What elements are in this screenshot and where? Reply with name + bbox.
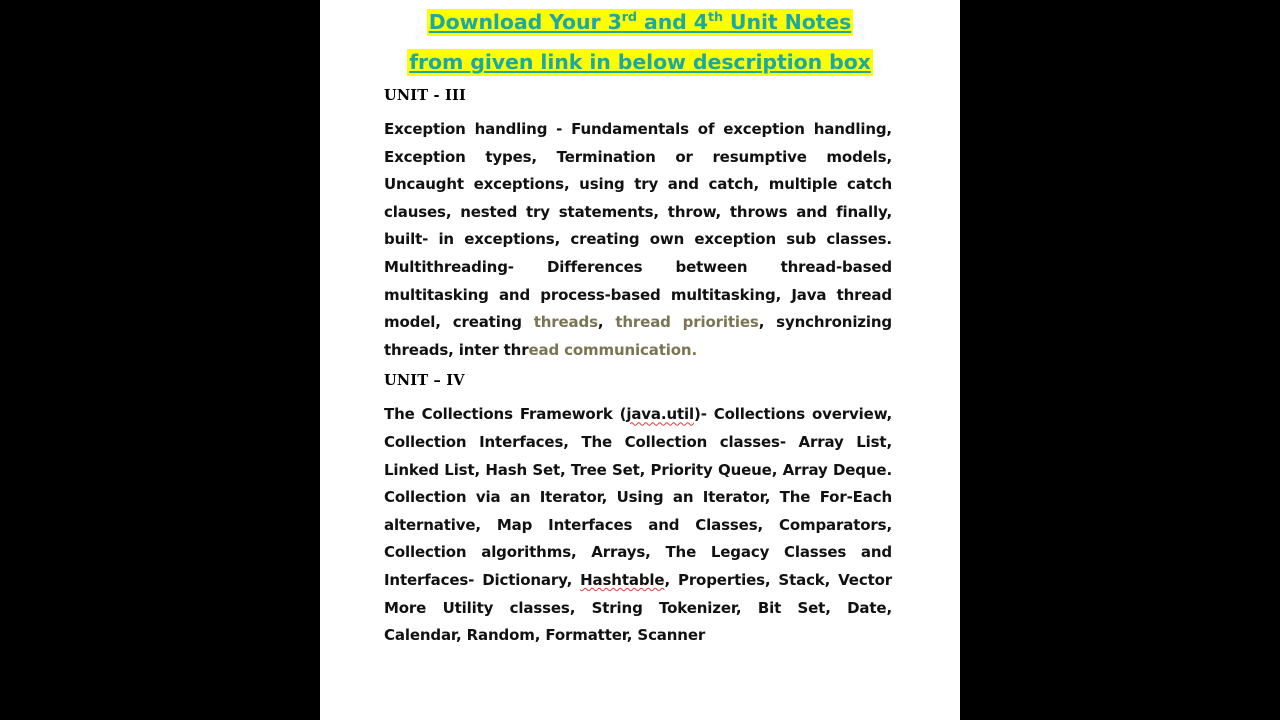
unit-3-heading: UNIT - III <box>384 87 466 104</box>
unit-4-body-part-3: , Properties, Stack, Vector More Utility classes, String Tokenizer, Bit Set, Date, Calendar, Random, Formatter, Scanner <box>384 570 892 645</box>
unit-4-body-part-2: )- Collections overview, Collection Interfaces, The Collection classes- Array List, Linked List, Hash Set, Tree Set, Priority Queue, Array Deque. Collection via an Iterator, Using an Iterator, The For-Each alternative, Map Interfaces and Classes, Comparators, Collection algorithms, Arrays, The Legacy Classes and Interfaces- Dictionary, <box>384 405 892 589</box>
document-body-column <box>384 86 892 650</box>
heading-line-1-part-1: Download Your 3 <box>428 10 622 34</box>
heading-ordinal-4th: th <box>707 9 723 25</box>
letterbox-bar-right <box>960 0 1280 720</box>
unit-4-heading: UNIT – IV <box>384 372 465 390</box>
unit-3-tint-thread-priorities: thread priorities <box>615 313 759 332</box>
document-page <box>320 0 960 720</box>
unit-4-body-part-1: The Collections Framework ( <box>384 405 627 424</box>
heading-link-line-2[interactable]: from given link in below description box <box>409 50 871 74</box>
heading-line-1-part-3: Unit Notes <box>722 10 852 34</box>
unit-3-body-part-2: , <box>597 313 616 332</box>
heading-line-2 <box>320 46 960 80</box>
heading-ordinal-3rd: rd <box>621 9 637 25</box>
unit-3-body <box>384 116 892 364</box>
document-heading-block <box>320 0 960 80</box>
spellcheck-word-java-util: java.util <box>626 405 694 424</box>
unit-3-body-part-1: Exception handling - Fundamentals of exception handling, Exception types, Termination or resumptive models, Uncaught exceptions, using try and catch, multiple catch clauses, nested try statements, throw, throws and finally, built- in exceptions, creating own exception sub classes. Multithreading- Differences between thread-based multitasking and process-based multitasking, Java thread model, creating <box>384 120 892 332</box>
letterbox-bar-left <box>0 0 320 720</box>
unit-4-body <box>384 401 892 649</box>
unit-3-body-part-3: , synchronizing threads, inter thr <box>384 313 892 359</box>
heading-line-1 <box>320 6 960 40</box>
spellcheck-word-hashtable: Hashtable <box>580 570 665 589</box>
heading-link-line-1[interactable] <box>427 9 854 36</box>
unit-spacer <box>384 364 892 371</box>
unit-3-tint-threads: threads <box>533 313 598 332</box>
unit-3-tint-communication: ead communication. <box>528 340 697 359</box>
heading-line-1-part-2: and 4 <box>636 10 708 34</box>
